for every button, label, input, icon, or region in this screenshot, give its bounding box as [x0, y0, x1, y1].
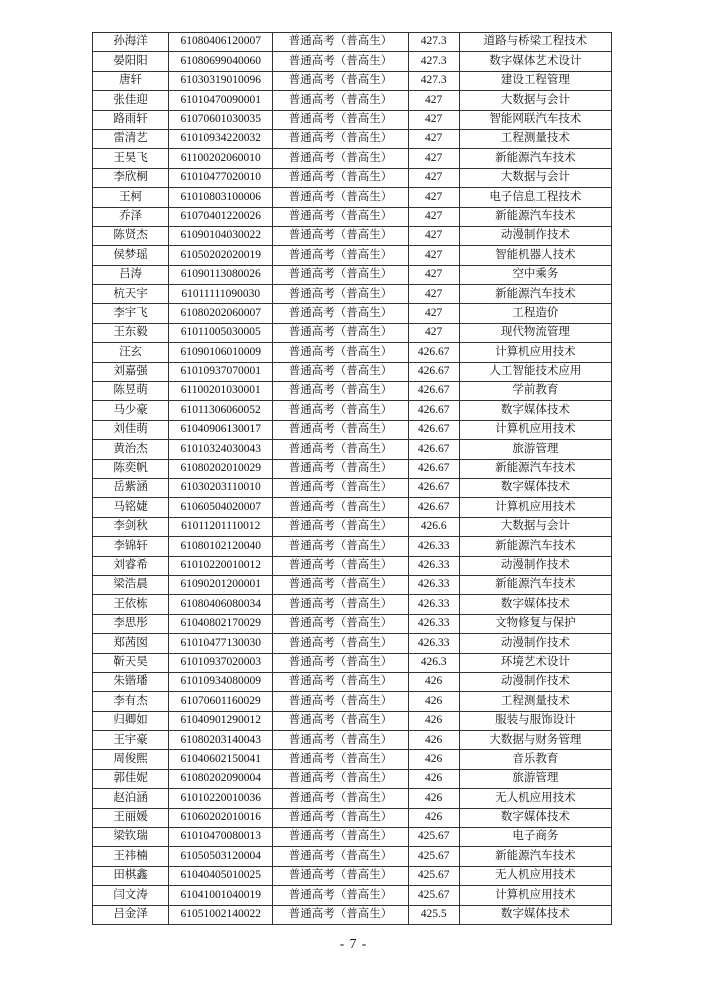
cell-exam-type: 普通高考（普高生） [273, 129, 408, 148]
cell-score: 426.67 [408, 362, 459, 381]
cell-exam-type: 普通高考（普高生） [273, 168, 408, 187]
cell-candidate-id: 61100201030001 [169, 382, 273, 401]
cell-name: 陈奕帆 [93, 459, 169, 478]
cell-score: 427 [408, 226, 459, 245]
cell-candidate-id: 61011005030005 [169, 323, 273, 342]
cell-exam-type: 普通高考（普高生） [273, 478, 408, 497]
cell-exam-type: 普通高考（普高生） [273, 672, 408, 691]
cell-name: 路雨轩 [93, 110, 169, 129]
cell-exam-type: 普通高考（普高生） [273, 866, 408, 885]
cell-candidate-id: 61090201200001 [169, 575, 273, 594]
cell-name: 王东毅 [93, 323, 169, 342]
cell-major: 人工智能技术应用 [459, 362, 611, 381]
cell-name: 王昊飞 [93, 149, 169, 168]
cell-score: 427 [408, 149, 459, 168]
cell-score: 426 [408, 711, 459, 730]
cell-exam-type: 普通高考（普高生） [273, 711, 408, 730]
cell-candidate-id: 61050503120004 [169, 847, 273, 866]
cell-major: 道路与桥梁工程技术 [459, 33, 611, 52]
cell-major: 动漫制作技术 [459, 672, 611, 691]
cell-exam-type: 普通高考（普高生） [273, 653, 408, 672]
cell-major: 动漫制作技术 [459, 634, 611, 653]
table-row [93, 808, 612, 827]
cell-score: 426 [408, 769, 459, 788]
table-row [93, 33, 612, 52]
cell-major: 音乐教育 [459, 750, 611, 769]
cell-score: 427 [408, 129, 459, 148]
cell-score: 426.33 [408, 614, 459, 633]
table-row [93, 575, 612, 594]
cell-candidate-id: 61030319010096 [169, 71, 273, 90]
cell-candidate-id: 61090104030022 [169, 226, 273, 245]
cell-name: 归卿如 [93, 711, 169, 730]
cell-score: 426 [408, 808, 459, 827]
cell-candidate-id: 61080406120007 [169, 33, 273, 52]
cell-candidate-id: 61040802170029 [169, 614, 273, 633]
cell-exam-type: 普通高考（普高生） [273, 769, 408, 788]
cell-major: 数字媒体技术 [459, 401, 611, 420]
cell-major: 新能源汽车技术 [459, 149, 611, 168]
cell-name: 田棋鑫 [93, 866, 169, 885]
cell-candidate-id: 61011306060052 [169, 401, 273, 420]
cell-major: 数字媒体技术 [459, 905, 611, 924]
cell-candidate-id: 61010220010012 [169, 556, 273, 575]
page-number: - 7 - [339, 936, 368, 951]
cell-exam-type: 普通高考（普高生） [273, 634, 408, 653]
table-row [93, 847, 612, 866]
cell-score: 426.67 [408, 401, 459, 420]
table-row [93, 265, 612, 284]
cell-major: 学前教育 [459, 382, 611, 401]
cell-candidate-id: 61011201110012 [169, 517, 273, 536]
table-row [93, 91, 612, 110]
cell-major: 空中乘务 [459, 265, 611, 284]
cell-name: 晏阳阳 [93, 52, 169, 71]
cell-score: 427 [408, 110, 459, 129]
cell-name: 张佳迎 [93, 91, 169, 110]
cell-exam-type: 普通高考（普高生） [273, 828, 408, 847]
cell-major: 新能源汽车技术 [459, 459, 611, 478]
cell-candidate-id: 61080699040060 [169, 52, 273, 71]
cell-name: 陈贤杰 [93, 226, 169, 245]
cell-exam-type: 普通高考（普高生） [273, 614, 408, 633]
cell-major: 动漫制作技术 [459, 556, 611, 575]
cell-candidate-id: 61040906130017 [169, 420, 273, 439]
cell-score: 426 [408, 672, 459, 691]
cell-name: 刘嘉强 [93, 362, 169, 381]
cell-name: 王柯 [93, 188, 169, 207]
cell-name: 靳天昊 [93, 653, 169, 672]
cell-exam-type: 普通高考（普高生） [273, 750, 408, 769]
cell-exam-type: 普通高考（普高生） [273, 420, 408, 439]
cell-major: 智能机器人技术 [459, 246, 611, 265]
cell-score: 426.67 [408, 420, 459, 439]
cell-score: 426.67 [408, 459, 459, 478]
cell-score: 427.3 [408, 33, 459, 52]
cell-score: 426.67 [408, 498, 459, 517]
cell-exam-type: 普通高考（普高生） [273, 71, 408, 90]
cell-major: 电子商务 [459, 828, 611, 847]
cell-name: 岳紫涵 [93, 478, 169, 497]
cell-candidate-id: 61010477020010 [169, 168, 273, 187]
cell-score: 426.67 [408, 382, 459, 401]
table-row [93, 149, 612, 168]
cell-score: 427 [408, 207, 459, 226]
table-row [93, 71, 612, 90]
cell-exam-type: 普通高考（普高生） [273, 847, 408, 866]
cell-exam-type: 普通高考（普高生） [273, 886, 408, 905]
cell-score: 427 [408, 265, 459, 284]
cell-exam-type: 普通高考（普高生） [273, 343, 408, 362]
cell-candidate-id: 61080203140043 [169, 731, 273, 750]
cell-score: 426.6 [408, 517, 459, 536]
table-row [93, 692, 612, 711]
cell-score: 427 [408, 168, 459, 187]
table-row [93, 52, 612, 71]
cell-major: 计算机应用技术 [459, 343, 611, 362]
cell-name: 吕金泽 [93, 905, 169, 924]
cell-major: 智能网联汽车技术 [459, 110, 611, 129]
table-row [93, 614, 612, 633]
cell-score: 425.67 [408, 828, 459, 847]
cell-name: 乔泽 [93, 207, 169, 226]
cell-candidate-id: 61090113080026 [169, 265, 273, 284]
cell-name: 赵泊涵 [93, 789, 169, 808]
cell-score: 427.3 [408, 52, 459, 71]
cell-exam-type: 普通高考（普高生） [273, 789, 408, 808]
cell-candidate-id: 61060504020007 [169, 498, 273, 517]
cell-major: 新能源汽车技术 [459, 285, 611, 304]
cell-name: 刘佳萌 [93, 420, 169, 439]
cell-candidate-id: 61060202010016 [169, 808, 273, 827]
cell-score: 426.67 [408, 440, 459, 459]
cell-name: 郭佳妮 [93, 769, 169, 788]
cell-major: 数字媒体技术 [459, 595, 611, 614]
cell-name: 孙海洋 [93, 33, 169, 52]
cell-score: 426.33 [408, 595, 459, 614]
cell-exam-type: 普通高考（普高生） [273, 323, 408, 342]
cell-major: 数字媒体技术 [459, 478, 611, 497]
cell-major: 新能源汽车技术 [459, 575, 611, 594]
cell-exam-type: 普通高考（普高生） [273, 110, 408, 129]
cell-candidate-id: 61080202090004 [169, 769, 273, 788]
table-row [93, 905, 612, 924]
table-row [93, 517, 612, 536]
cell-candidate-id: 61040405010025 [169, 866, 273, 885]
table-row [93, 478, 612, 497]
cell-major: 计算机应用技术 [459, 886, 611, 905]
table-row [93, 556, 612, 575]
cell-score: 425.5 [408, 905, 459, 924]
cell-exam-type: 普通高考（普高生） [273, 285, 408, 304]
cell-exam-type: 普通高考（普高生） [273, 556, 408, 575]
cell-exam-type: 普通高考（普高生） [273, 692, 408, 711]
cell-candidate-id: 61070601160029 [169, 692, 273, 711]
cell-candidate-id: 61010937070001 [169, 362, 273, 381]
cell-name: 王依栋 [93, 595, 169, 614]
table-row [93, 866, 612, 885]
table-row [93, 304, 612, 323]
cell-candidate-id: 61011111090030 [169, 285, 273, 304]
cell-exam-type: 普通高考（普高生） [273, 149, 408, 168]
table-row [93, 828, 612, 847]
cell-major: 电子信息工程技术 [459, 188, 611, 207]
cell-exam-type: 普通高考（普高生） [273, 246, 408, 265]
table-row [93, 226, 612, 245]
cell-score: 425.67 [408, 847, 459, 866]
cell-name: 黄治杰 [93, 440, 169, 459]
cell-score: 426 [408, 789, 459, 808]
cell-name: 李宇飞 [93, 304, 169, 323]
cell-name: 梁浩晨 [93, 575, 169, 594]
cell-name: 李有杰 [93, 692, 169, 711]
cell-score: 427 [408, 323, 459, 342]
cell-exam-type: 普通高考（普高生） [273, 362, 408, 381]
cell-name: 唐轩 [93, 71, 169, 90]
cell-score: 427 [408, 304, 459, 323]
cell-major: 大数据与财务管理 [459, 731, 611, 750]
cell-major: 大数据与会计 [459, 168, 611, 187]
cell-name: 王丽媛 [93, 808, 169, 827]
cell-candidate-id: 61080406080034 [169, 595, 273, 614]
cell-candidate-id: 61051002140022 [169, 905, 273, 924]
cell-major: 服装与服饰设计 [459, 711, 611, 730]
cell-score: 426.67 [408, 343, 459, 362]
cell-exam-type: 普通高考（普高生） [273, 440, 408, 459]
cell-major: 工程测量技术 [459, 129, 611, 148]
cell-major: 数字媒体技术 [459, 808, 611, 827]
cell-score: 426.67 [408, 478, 459, 497]
table-row [93, 110, 612, 129]
table-row [93, 653, 612, 672]
cell-exam-type: 普通高考（普高生） [273, 91, 408, 110]
cell-candidate-id: 61010937020003 [169, 653, 273, 672]
cell-exam-type: 普通高考（普高生） [273, 595, 408, 614]
cell-exam-type: 普通高考（普高生） [273, 207, 408, 226]
table-row [93, 343, 612, 362]
table-row [93, 323, 612, 342]
table-row [93, 789, 612, 808]
cell-major: 大数据与会计 [459, 517, 611, 536]
cell-candidate-id: 61100202060010 [169, 149, 273, 168]
table-row [93, 401, 612, 420]
table-row [93, 362, 612, 381]
cell-candidate-id: 61010220010036 [169, 789, 273, 808]
cell-exam-type: 普通高考（普高生） [273, 304, 408, 323]
table-row [93, 188, 612, 207]
cell-name: 王祎楠 [93, 847, 169, 866]
table-row [93, 168, 612, 187]
cell-score: 427.3 [408, 71, 459, 90]
cell-candidate-id: 61030203110010 [169, 478, 273, 497]
cell-major: 无人机应用技术 [459, 866, 611, 885]
cell-candidate-id: 61050202020019 [169, 246, 273, 265]
cell-name: 李剑秋 [93, 517, 169, 536]
cell-exam-type: 普通高考（普高生） [273, 188, 408, 207]
cell-major: 无人机应用技术 [459, 789, 611, 808]
cell-score: 426 [408, 750, 459, 769]
cell-score: 427 [408, 188, 459, 207]
cell-major: 新能源汽车技术 [459, 537, 611, 556]
table-body [93, 33, 612, 925]
table-row [93, 769, 612, 788]
cell-major: 旅游管理 [459, 769, 611, 788]
cell-exam-type: 普通高考（普高生） [273, 226, 408, 245]
cell-major: 工程测量技术 [459, 692, 611, 711]
cell-score: 426.33 [408, 575, 459, 594]
table-row [93, 459, 612, 478]
cell-candidate-id: 61090106010009 [169, 343, 273, 362]
cell-name: 李锦轩 [93, 537, 169, 556]
cell-candidate-id: 61010470090001 [169, 91, 273, 110]
cell-name: 汪玄 [93, 343, 169, 362]
cell-score: 427 [408, 91, 459, 110]
cell-exam-type: 普通高考（普高生） [273, 52, 408, 71]
cell-exam-type: 普通高考（普高生） [273, 498, 408, 517]
cell-candidate-id: 61040602150041 [169, 750, 273, 769]
table-row [93, 129, 612, 148]
cell-score: 426.33 [408, 556, 459, 575]
table-row [93, 634, 612, 653]
cell-name: 马少豪 [93, 401, 169, 420]
cell-major: 现代物流管理 [459, 323, 611, 342]
cell-exam-type: 普通高考（普高生） [273, 382, 408, 401]
table-row [93, 537, 612, 556]
cell-exam-type: 普通高考（普高生） [273, 517, 408, 536]
cell-candidate-id: 61010477130030 [169, 634, 273, 653]
cell-exam-type: 普通高考（普高生） [273, 33, 408, 52]
cell-exam-type: 普通高考（普高生） [273, 537, 408, 556]
cell-name: 侯梦瑶 [93, 246, 169, 265]
cell-name: 杭天宇 [93, 285, 169, 304]
cell-candidate-id: 61010934080009 [169, 672, 273, 691]
table-row [93, 420, 612, 439]
cell-major: 大数据与会计 [459, 91, 611, 110]
cell-major: 工程造价 [459, 304, 611, 323]
cell-name: 李欣桐 [93, 168, 169, 187]
cell-score: 426 [408, 692, 459, 711]
cell-name: 王宇豪 [93, 731, 169, 750]
cell-score: 427 [408, 285, 459, 304]
cell-major: 环境艺术设计 [459, 653, 611, 672]
cell-name: 闫文涛 [93, 886, 169, 905]
cell-candidate-id: 61041001040019 [169, 886, 273, 905]
cell-candidate-id: 61010470080013 [169, 828, 273, 847]
table-row [93, 285, 612, 304]
table-row [93, 440, 612, 459]
cell-candidate-id: 61070601030035 [169, 110, 273, 129]
admission-results-table [92, 32, 612, 925]
cell-score: 426.33 [408, 634, 459, 653]
cell-candidate-id: 61070401220026 [169, 207, 273, 226]
cell-major: 动漫制作技术 [459, 226, 611, 245]
cell-candidate-id: 61080202060007 [169, 304, 273, 323]
cell-major: 新能源汽车技术 [459, 847, 611, 866]
cell-exam-type: 普通高考（普高生） [273, 731, 408, 750]
table-row [93, 207, 612, 226]
cell-major: 文物修复与保护 [459, 614, 611, 633]
cell-name: 吕涛 [93, 265, 169, 284]
cell-score: 426 [408, 731, 459, 750]
cell-candidate-id: 61080202010029 [169, 459, 273, 478]
cell-candidate-id: 61080102120040 [169, 537, 273, 556]
table-row [93, 382, 612, 401]
cell-exam-type: 普通高考（普高生） [273, 808, 408, 827]
cell-score: 427 [408, 246, 459, 265]
cell-name: 李思彤 [93, 614, 169, 633]
cell-major: 计算机应用技术 [459, 420, 611, 439]
cell-name: 周俊熙 [93, 750, 169, 769]
table-row [93, 731, 612, 750]
cell-exam-type: 普通高考（普高生） [273, 575, 408, 594]
cell-score: 425.67 [408, 886, 459, 905]
cell-exam-type: 普通高考（普高生） [273, 905, 408, 924]
table-row [93, 595, 612, 614]
cell-name: 陈昱萌 [93, 382, 169, 401]
cell-exam-type: 普通高考（普高生） [273, 401, 408, 420]
cell-name: 雷清艺 [93, 129, 169, 148]
cell-major: 计算机应用技术 [459, 498, 611, 517]
cell-candidate-id: 61040901290012 [169, 711, 273, 730]
cell-major: 新能源汽车技术 [459, 207, 611, 226]
cell-exam-type: 普通高考（普高生） [273, 265, 408, 284]
table-row [93, 886, 612, 905]
table-row [93, 498, 612, 517]
cell-name: 梁钦瑞 [93, 828, 169, 847]
cell-score: 425.67 [408, 866, 459, 885]
cell-name: 刘睿希 [93, 556, 169, 575]
cell-major: 数字媒体艺术设计 [459, 52, 611, 71]
cell-major: 旅游管理 [459, 440, 611, 459]
cell-candidate-id: 61010324030043 [169, 440, 273, 459]
table-row [93, 246, 612, 265]
table-row [93, 711, 612, 730]
cell-name: 郑茜囡 [93, 634, 169, 653]
cell-exam-type: 普通高考（普高生） [273, 459, 408, 478]
cell-major: 建设工程管理 [459, 71, 611, 90]
cell-score: 426.3 [408, 653, 459, 672]
cell-score: 426.33 [408, 537, 459, 556]
cell-candidate-id: 61010934220032 [169, 129, 273, 148]
cell-name: 马铭婕 [93, 498, 169, 517]
cell-name: 朱锴璠 [93, 672, 169, 691]
cell-candidate-id: 61010803100006 [169, 188, 273, 207]
table-row [93, 672, 612, 691]
table-row [93, 750, 612, 769]
